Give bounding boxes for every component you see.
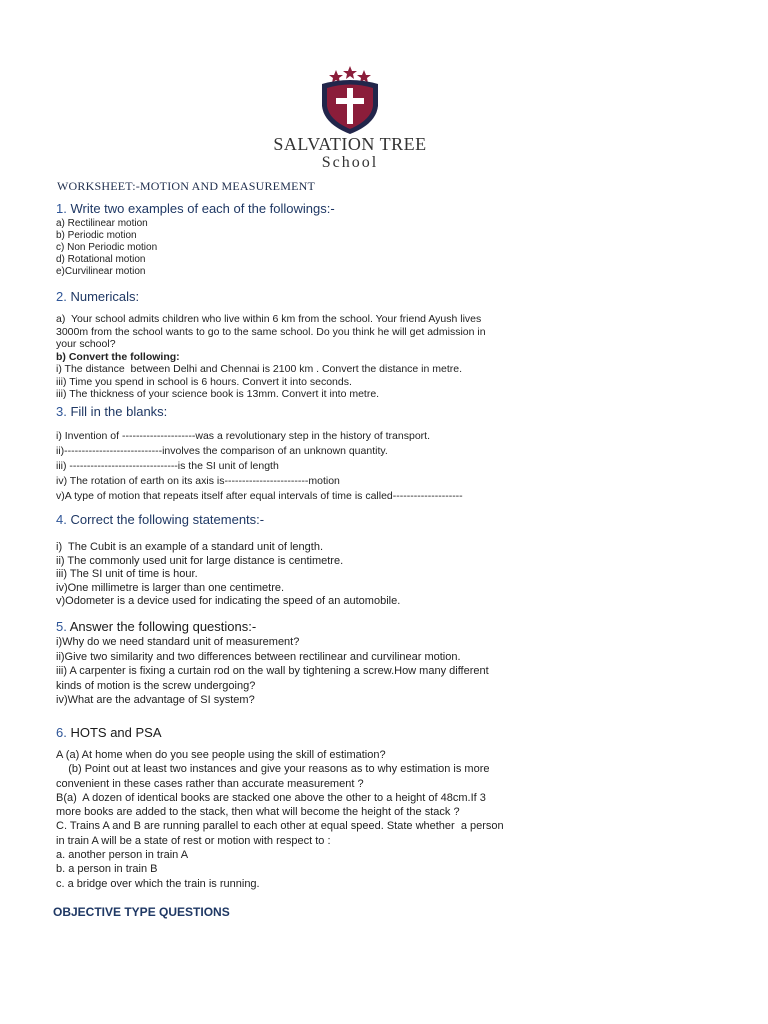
question-4-heading: [56, 512, 400, 528]
subheading: b) Convert the following:: [56, 350, 180, 363]
list-item: c) Non Periodic motion: [56, 242, 158, 253]
list-item: b) Periodic motion: [56, 230, 137, 241]
question-6-heading: [56, 725, 504, 741]
worksheet-title: WORKSHEET:-MOTION AND MEASUREMENT: [57, 179, 315, 193]
list-item: (b) Point out at least two instances and give your reasons as to why estimation is more: [56, 763, 490, 776]
question-5: [56, 619, 489, 708]
question-3-heading: [56, 404, 463, 420]
objective-type-heading: OBJECTIVE TYPE QUESTIONS: [53, 905, 230, 919]
list-item: e)Curvilinear motion: [56, 266, 146, 277]
list-item: a. another person in train A: [56, 849, 189, 862]
list-item: convenient in these cases rather than accurate measurement ?: [56, 777, 364, 790]
question-heading-text: HOTS and PSA: [70, 725, 162, 740]
question-2: [56, 289, 486, 401]
list-item: in train A will be a state of rest or motion with respect to :: [56, 834, 331, 847]
list-item: a) Rectilinear motion: [56, 218, 148, 229]
question-heading-text: Write two examples of each of the followings:-: [70, 201, 335, 216]
list-item: i) The distance between Delhi and Chennai is 2100 km . Convert the distance in metre.: [56, 363, 463, 375]
question-6-items: [56, 748, 504, 891]
question-heading-text: Correct the following statements:-: [70, 512, 265, 527]
list-item: c. a bridge over which the train is running.: [56, 877, 260, 890]
list-item: iii) The SI unit of time is hour.: [56, 568, 198, 580]
list-item: i) Invention of ---------------------was a revolutionary step in the history of transport.: [56, 430, 430, 442]
list-item: v)A type of motion that repeats itself after equal intervals of time is called--------------------: [56, 490, 463, 502]
question-number: 2.: [56, 289, 67, 304]
list-item: 3000m from the school wants to go to the same school. Do you think he will get admission in: [56, 325, 486, 338]
school-name: [250, 134, 450, 172]
list-item: ii)----------------------------involves the comparison of an unknown quantity.: [56, 445, 388, 457]
school-crest-logo: [318, 66, 382, 136]
list-item: C. Trains A and B are running parallel to each other at equal speed. State whether a person: [56, 820, 504, 833]
question-4-items: [56, 541, 400, 609]
list-item: your school?: [56, 338, 116, 350]
question-heading-text: Answer the following questions:-: [69, 619, 257, 634]
list-item: iii) -------------------------------is the SI unit of length: [56, 460, 279, 472]
question-number: 1.: [56, 201, 67, 216]
question-6: [56, 725, 504, 891]
list-item: i) The Cubit is an example of a standard unit of length.: [56, 541, 324, 553]
question-1-heading: [56, 201, 335, 217]
question-number: 3.: [56, 404, 67, 419]
list-item: i)Why do we need standard unit of measurement?: [56, 636, 300, 648]
list-item: ii) The commonly used unit for large distance is centimetre.: [56, 554, 344, 567]
question-4: [56, 512, 400, 609]
question-1: [56, 201, 335, 278]
question-5-items: [56, 635, 489, 708]
question-2-heading: [56, 289, 486, 305]
list-item: A (a) At home when do you see people using the skill of estimation?: [56, 749, 386, 761]
list-item: iii) The thickness of your science book is 13mm. Convert it into metre.: [56, 388, 380, 400]
list-item: iii) Time you spend in school is 6 hours. Convert it into seconds.: [56, 375, 352, 388]
school-name-line2: School: [321, 154, 379, 171]
school-name-line1: SALVATION TREE: [273, 134, 427, 154]
list-item: ii)Give two similarity and two differences between rectilinear and curvilinear motion.: [56, 650, 461, 663]
list-item: a) Your school admits children who live within 6 km from the school. Your friend Ayush lives: [56, 313, 482, 325]
question-3-items: [56, 429, 463, 504]
question-number: 5.: [56, 619, 67, 634]
list-item: b. a person in train B: [56, 863, 158, 876]
list-item: d) Rotational motion: [56, 254, 146, 265]
list-item: more books are added to the stack, then what will become the height of the stack ?: [56, 806, 460, 819]
list-item: iv)One millimetre is larger than one centimetre.: [56, 581, 285, 594]
list-item: B(a) A dozen of identical books are stacked one above the other to a height of 48cm.If 3: [56, 791, 486, 804]
question-1-items: [56, 218, 335, 278]
question-5-heading: [56, 619, 489, 635]
question-2-items: [56, 313, 486, 401]
question-3: [56, 404, 463, 504]
question-heading-text: Fill in the blanks:: [70, 404, 168, 419]
question-heading-text: Numericals:: [70, 289, 140, 304]
list-item: v)Odometer is a device used for indicating the speed of an automobile.: [56, 595, 401, 607]
list-item: iv) The rotation of earth on its axis is------------------------motion: [56, 475, 340, 487]
list-item: iv)What are the advantage of SI system?: [56, 694, 255, 706]
question-number: 4.: [56, 512, 67, 527]
list-item: kinds of motion is the screw undergoing?: [56, 679, 256, 692]
question-number: 6.: [56, 725, 67, 740]
list-item: iii) A carpenter is fixing a curtain rod on the wall by tightening a screw.How many different: [56, 665, 489, 677]
